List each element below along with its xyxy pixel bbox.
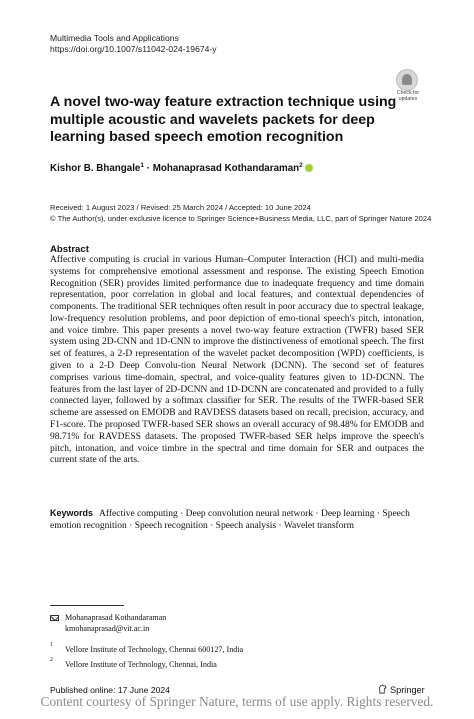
doi-link[interactable]: https://doi.org/10.1007/s11042-024-19674-y xyxy=(50,44,217,55)
author-1-affil-ref: 1 xyxy=(140,162,144,169)
contact-email[interactable]: kmohanaprasad@vit.ac.in xyxy=(65,623,150,633)
author-2-affil-ref: 2 xyxy=(299,162,303,169)
publisher-name: Springer xyxy=(390,685,425,695)
journal-name: Multimedia Tools and Applications xyxy=(50,33,179,43)
author-list xyxy=(50,162,313,174)
contact-name: Mohanaprasad Kothandaraman xyxy=(65,613,167,622)
keywords-block xyxy=(50,507,410,532)
affiliation-text: Vellore Institute of Technology, Chennai, India xyxy=(65,660,217,669)
springer-horse-icon xyxy=(378,684,387,694)
journal-header xyxy=(50,33,217,55)
badge-line-1: Check for xyxy=(396,90,420,96)
dates-line: Received: 1 August 2023 / Revised: 25 March 2024 / Accepted: 10 June 2024 xyxy=(50,203,311,212)
keywords-list: Affective computing · Deep convolution neural network · Deep learning · Speech emotion recognition · Speech recognition · Speech analysis · Wavelet transform xyxy=(50,509,410,532)
affiliation-number: 1 xyxy=(50,642,53,648)
orcid-icon[interactable] xyxy=(305,164,313,172)
check-for-updates-icon xyxy=(396,69,418,91)
envelope-icon xyxy=(50,615,59,621)
keywords-label: Keywords xyxy=(50,508,94,518)
author-1[interactable]: Kishor B. Bhangale xyxy=(50,163,141,174)
badge-line-2: updates xyxy=(398,95,418,102)
article-history xyxy=(50,203,431,224)
footnote-divider xyxy=(50,605,124,606)
abstract-text: Affective computing is crucial in various Human–Computer Interaction (HCI) and multi-media systems for comprehensive emotional assessment and response. The existing Speech Emotion Recognition (SER) provides limited performance due to inadequate frequency and time domain representation, poor correlation in global and local features, and contextual dependencies of components. The traditional SER techniques often result in poor accuracy due to spectral leakage, low-frequency resolution problems, and poor depiction of emo-tional speech's pitch, intonation, and voice timbre. This paper presents a novel two-way feature extraction (TWFR) based SER system using 2D-CNN and 1D-CNN to improve the distinctiveness of emotional speech. The first set of features, a 2-D representation of the wavelet packet decomposition (WPD) coefficients, is given to a 2-D Deep Convolu-tion Neural Network (DCNN). The second set of features comprises various time-domain, spectral, and voice-quality features given to 1D-DCNN. The features from the last layer of 2D-DCNN and 1D-DCNN are concatenated and provided to a fully connected layer, followed by a softmax classifier for SER. The results of the TWFR-based SER scheme are assessed on EMODB and RAVDESS datasets based on recall, precision, accuracy, and F1-score. The proposed TWFR-based SER shows an overall accuracy of 98.48% for EMODB and 98.71% for RAVDESS datasets. The proposed TWFR-based SER helps improve the speech's pitch, intonation, and voice timbre in the spectral and time domain for SER and outpaces the current state of the arts. xyxy=(50,255,424,466)
abstract-heading: Abstract xyxy=(50,244,89,255)
affiliation-text: Vellore Institute of Technology, Chennai 600127, India xyxy=(65,645,244,654)
copyright-line: © The Author(s), under exclusive licence to Springer Science+Business Media, LLC, part of Springer Nature 2024 xyxy=(50,213,432,223)
author-2[interactable]: Mohanaprasad Kothandaraman xyxy=(152,163,300,174)
affiliation-number: 2 xyxy=(50,657,53,663)
published-date: Published online: 17 June 2024 xyxy=(50,685,170,695)
author-separator: · xyxy=(144,163,153,174)
courtesy-watermark: Content courtesy of Springer Nature, terms of use apply. Rights reserved. xyxy=(40,694,434,709)
article-title: A novel two-way feature extraction technique using multiple acoustic and wavelets packets for deep learning based speech emotion recognition xyxy=(50,94,397,145)
